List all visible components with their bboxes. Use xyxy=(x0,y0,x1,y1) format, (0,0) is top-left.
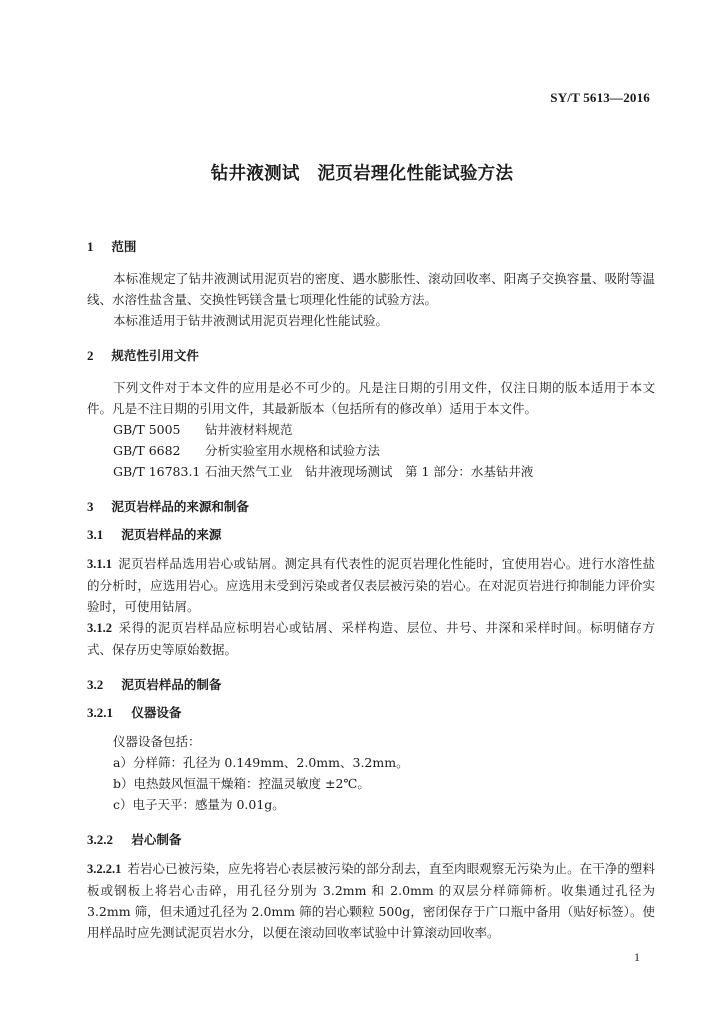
reference-code: GB/T 16783.1 xyxy=(113,464,201,479)
clause-number: 3.1.2 xyxy=(87,621,112,635)
clause-3-1-2 xyxy=(87,617,655,660)
section-title: 仪器设备 xyxy=(131,705,182,720)
document-body xyxy=(87,238,655,943)
section-number: 3.2.1 xyxy=(87,705,113,720)
section-title: 岩心制备 xyxy=(131,832,182,847)
reference-item xyxy=(87,440,655,461)
section-2-heading xyxy=(87,347,655,365)
section-title: 泥页岩样品的制备 xyxy=(121,677,222,692)
section-number: 1 xyxy=(87,239,94,254)
section-number: 2 xyxy=(87,348,94,363)
clause-3-1-1 xyxy=(87,553,655,617)
section-number: 3 xyxy=(87,499,94,514)
document-title: 钻井液测试 泥页岩理化性能试验方法 xyxy=(210,164,514,184)
equipment-item-c: c）电子天平：感量为 0.01g。 xyxy=(113,797,285,812)
clause-3-2-2-1 xyxy=(87,858,655,943)
clause-number: 3.2.2.1 xyxy=(87,862,122,876)
reference-title: 石油天然气工业 钻井液现场测试 第 1 部分：水基钻井液 xyxy=(205,464,534,479)
standard-code: SY/T 5613—2016 xyxy=(550,90,650,105)
reference-item xyxy=(87,461,655,482)
equipment-item-a: a）分样筛：孔径为 0.149mm、2.0mm、3.2mm。 xyxy=(113,755,409,770)
page-number: 1 xyxy=(634,950,640,964)
section-3-2-1-heading xyxy=(87,704,655,722)
reference-code: GB/T 6682 xyxy=(113,443,181,458)
section-3-heading xyxy=(87,498,655,516)
clause-text: 泥页岩样品选用岩心或钻屑。测定具有代表性的泥页岩理化性能时，宜使用岩心。进行水溶性盐的分析时，应选用岩心。应选用未受到污染或者仅表层被污染的岩心。在对泥页岩进行抑制能力评价实验时，可使用钻屑。 xyxy=(87,556,655,614)
section-3-1-heading xyxy=(87,526,655,544)
reference-title: 分析实验室用水规格和试验方法 xyxy=(205,443,381,458)
clause-text: 采得的泥页岩样品应标明岩心或钻屑、采样构造、层位、井号、井深和采样时间。标明储存方式、保存历史等原始数据。 xyxy=(87,620,655,657)
reference-code: GB/T 5005 xyxy=(113,422,181,437)
clause-number: 3.1.1 xyxy=(87,557,112,571)
scope-paragraph-2: 本标准适用于钻井液测试用泥页岩理化性能试验。 xyxy=(113,313,389,328)
reference-title: 钻井液材料规范 xyxy=(205,422,293,437)
section-3-2-2-heading xyxy=(87,831,655,849)
section-1-heading xyxy=(87,238,655,256)
equipment-item-b: b）电热鼓风恒温干燥箱：控温灵敏度 ±2℃。 xyxy=(113,776,370,791)
references-paragraph: 下列文件对于本文件的应用是必不可少的。凡是注日期的引用文件，仅注日期的版本适用于本文件。凡是不注日期的引用文件，其最新版本（包括所有的修改单）适用于本文件。 xyxy=(87,380,655,416)
reference-item xyxy=(87,419,655,440)
scope-paragraph-1: 本标准规定了钻井液测试用泥页岩的密度、遇水膨胀性、滚动回收率、阳离子交换容量、吸附等温线、水溶性盐含量、交换性钙镁含量七项理化性能的试验方法。 xyxy=(87,271,655,307)
equipment-intro: 仪器设备包括： xyxy=(113,734,201,749)
section-number: 3.2.2 xyxy=(87,832,113,847)
section-number: 3.1 xyxy=(87,527,104,542)
section-title: 范围 xyxy=(111,239,137,254)
section-3-2-heading xyxy=(87,676,655,694)
clause-text: 若岩心已被污染，应先将岩心表层被污染的部分刮去，直至肉眼观察无污染为止。在干净的塑料板或钢板上将岩心击碎，用孔径分别为 3.2mm 和 2.0mm 的双层分样筛筛析。收集通过孔径为 3.2mm 筛，但未通过孔径为 2.0mm 筛的岩心颗粒 500g，密闭保存于广口瓶中备用（贴好标签）。使用样品时应先测试泥页岩水分，以便在滚动回收率试验中计算滚动回收率。 xyxy=(87,861,655,940)
section-title: 规范性引用文件 xyxy=(111,348,199,363)
section-title: 泥页岩样品的来源 xyxy=(121,527,222,542)
section-title: 泥页岩样品的来源和制备 xyxy=(111,499,249,514)
section-number: 3.2 xyxy=(87,677,104,692)
